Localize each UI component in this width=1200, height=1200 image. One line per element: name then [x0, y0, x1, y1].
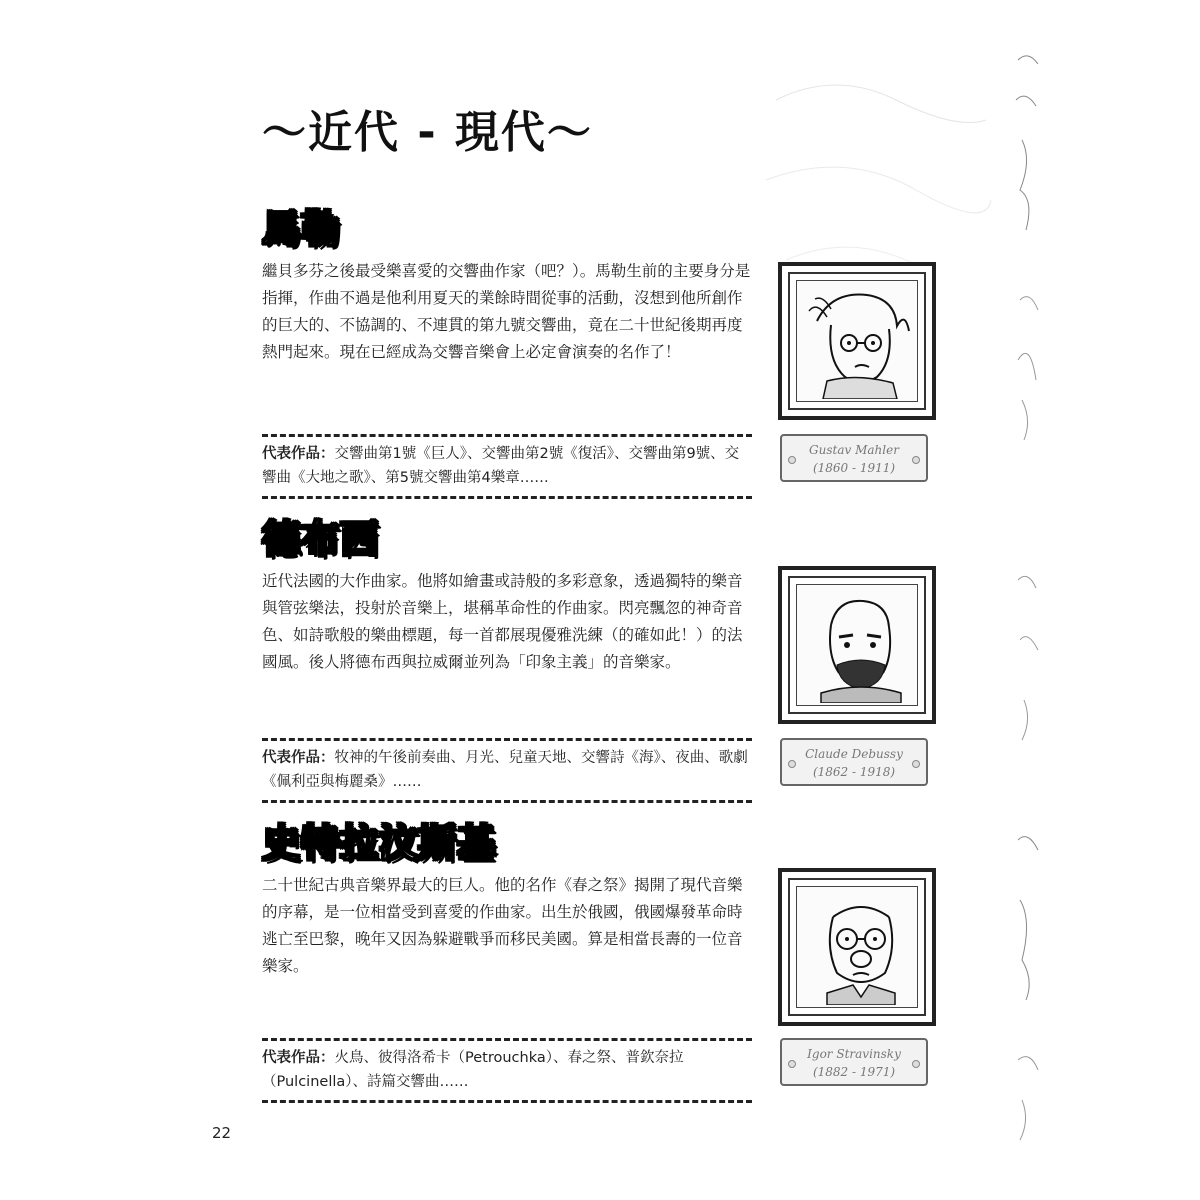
nameplate-debussy — [780, 738, 928, 786]
composer-bio: 繼貝多芬之後最受樂喜愛的交響曲作家（吧？）。馬勒生前的主要身分是指揮，作曲不過是他利用夏天的業餘時間從事的活動，沒想到他所創作的巨大的、不協調的、不連貫的第九號交響曲，竟在二十世紀後期再度熱門起來。現在已經成為交響音樂會上必定會演奏的名作了！ — [262, 262, 751, 361]
works-label: 代表作品： — [262, 750, 335, 766]
plaque-years: (1860 - 1911) — [812, 461, 896, 475]
plaque-name: Igor Stravinsky — [807, 1047, 901, 1061]
portrait-mahler — [796, 280, 918, 402]
chapter-title: ～近代 - 現代～ — [262, 107, 593, 158]
composer-section-stravinsky — [262, 820, 752, 1090]
portrait-frame-debussy — [778, 566, 936, 724]
composer-name: 馬勒 — [262, 207, 341, 251]
nameplate-stravinsky — [780, 1038, 928, 1086]
works-label: 代表作品： — [262, 446, 335, 462]
representative-works — [262, 434, 752, 499]
margin-doodle — [1008, 40, 1048, 1160]
debussy-caricature-icon — [797, 585, 915, 703]
screw-icon — [788, 1060, 796, 1068]
representative-works — [262, 1038, 752, 1103]
screw-icon — [912, 456, 920, 464]
stravinsky-caricature-icon — [797, 887, 915, 1005]
screw-icon — [912, 760, 920, 768]
composer-bio: 近代法國的大作曲家。他將如繪畫或詩般的多彩意象，透過獨特的樂音與管弦樂法，投射於音樂上，堪稱革命性的作曲家。閃亮飄忽的神奇音色、如詩歌般的樂曲標題，每一首都展現優雅洗練（的確如此！）的法國風。後人將德布西與拉威爾並列為「印象主義」的音樂家。 — [262, 572, 743, 671]
portrait-frame-mahler — [778, 262, 936, 420]
plaque-years: (1862 - 1918) — [812, 765, 896, 779]
composer-name: 史特拉汶斯基 — [262, 821, 497, 865]
representative-works — [262, 738, 752, 803]
screw-icon — [912, 1060, 920, 1068]
works-list: 牧神的午後前奏曲、月光、兒童天地、交響詩《海》、夜曲、歌劇《佩利亞與梅麗桑》…… — [262, 750, 748, 790]
composer-section-mahler — [262, 206, 752, 486]
composer-name: 德布西 — [262, 517, 380, 561]
screw-icon — [788, 456, 796, 464]
plaque-name: Claude Debussy — [805, 747, 903, 761]
page-number: 22 — [212, 1124, 232, 1142]
composer-bio: 二十世紀古典音樂界最大的巨人。他的名作《春之祭》揭開了現代音樂的序幕，是一位相當受到喜愛的作曲家。出生於俄國，俄國爆發革命時逃亡至巴黎，晚年又因為躲避戰爭而移民美國。算是相當長壽的一位音樂家。 — [262, 876, 743, 975]
portrait-frame-stravinsky — [778, 868, 936, 1026]
mahler-caricature-icon — [797, 281, 915, 399]
works-label: 代表作品： — [262, 1050, 335, 1066]
works-list: 火鳥、彼得洛希卡（Petrouchka）、春之祭、普欽奈拉（Pulcinella）、詩篇交響曲…… — [262, 1050, 684, 1090]
composer-section-debussy — [262, 516, 752, 790]
plaque-name: Gustav Mahler — [809, 443, 899, 457]
plaque-years: (1882 - 1971) — [812, 1065, 896, 1079]
portrait-stravinsky — [796, 886, 918, 1008]
screw-icon — [788, 760, 796, 768]
works-list: 交響曲第1號《巨人》、交響曲第2號《復活》、交響曲第9號、交響曲《大地之歌》、第5號交響曲第4樂章…… — [262, 446, 740, 486]
nameplate-mahler — [780, 434, 928, 482]
portrait-debussy — [796, 584, 918, 706]
